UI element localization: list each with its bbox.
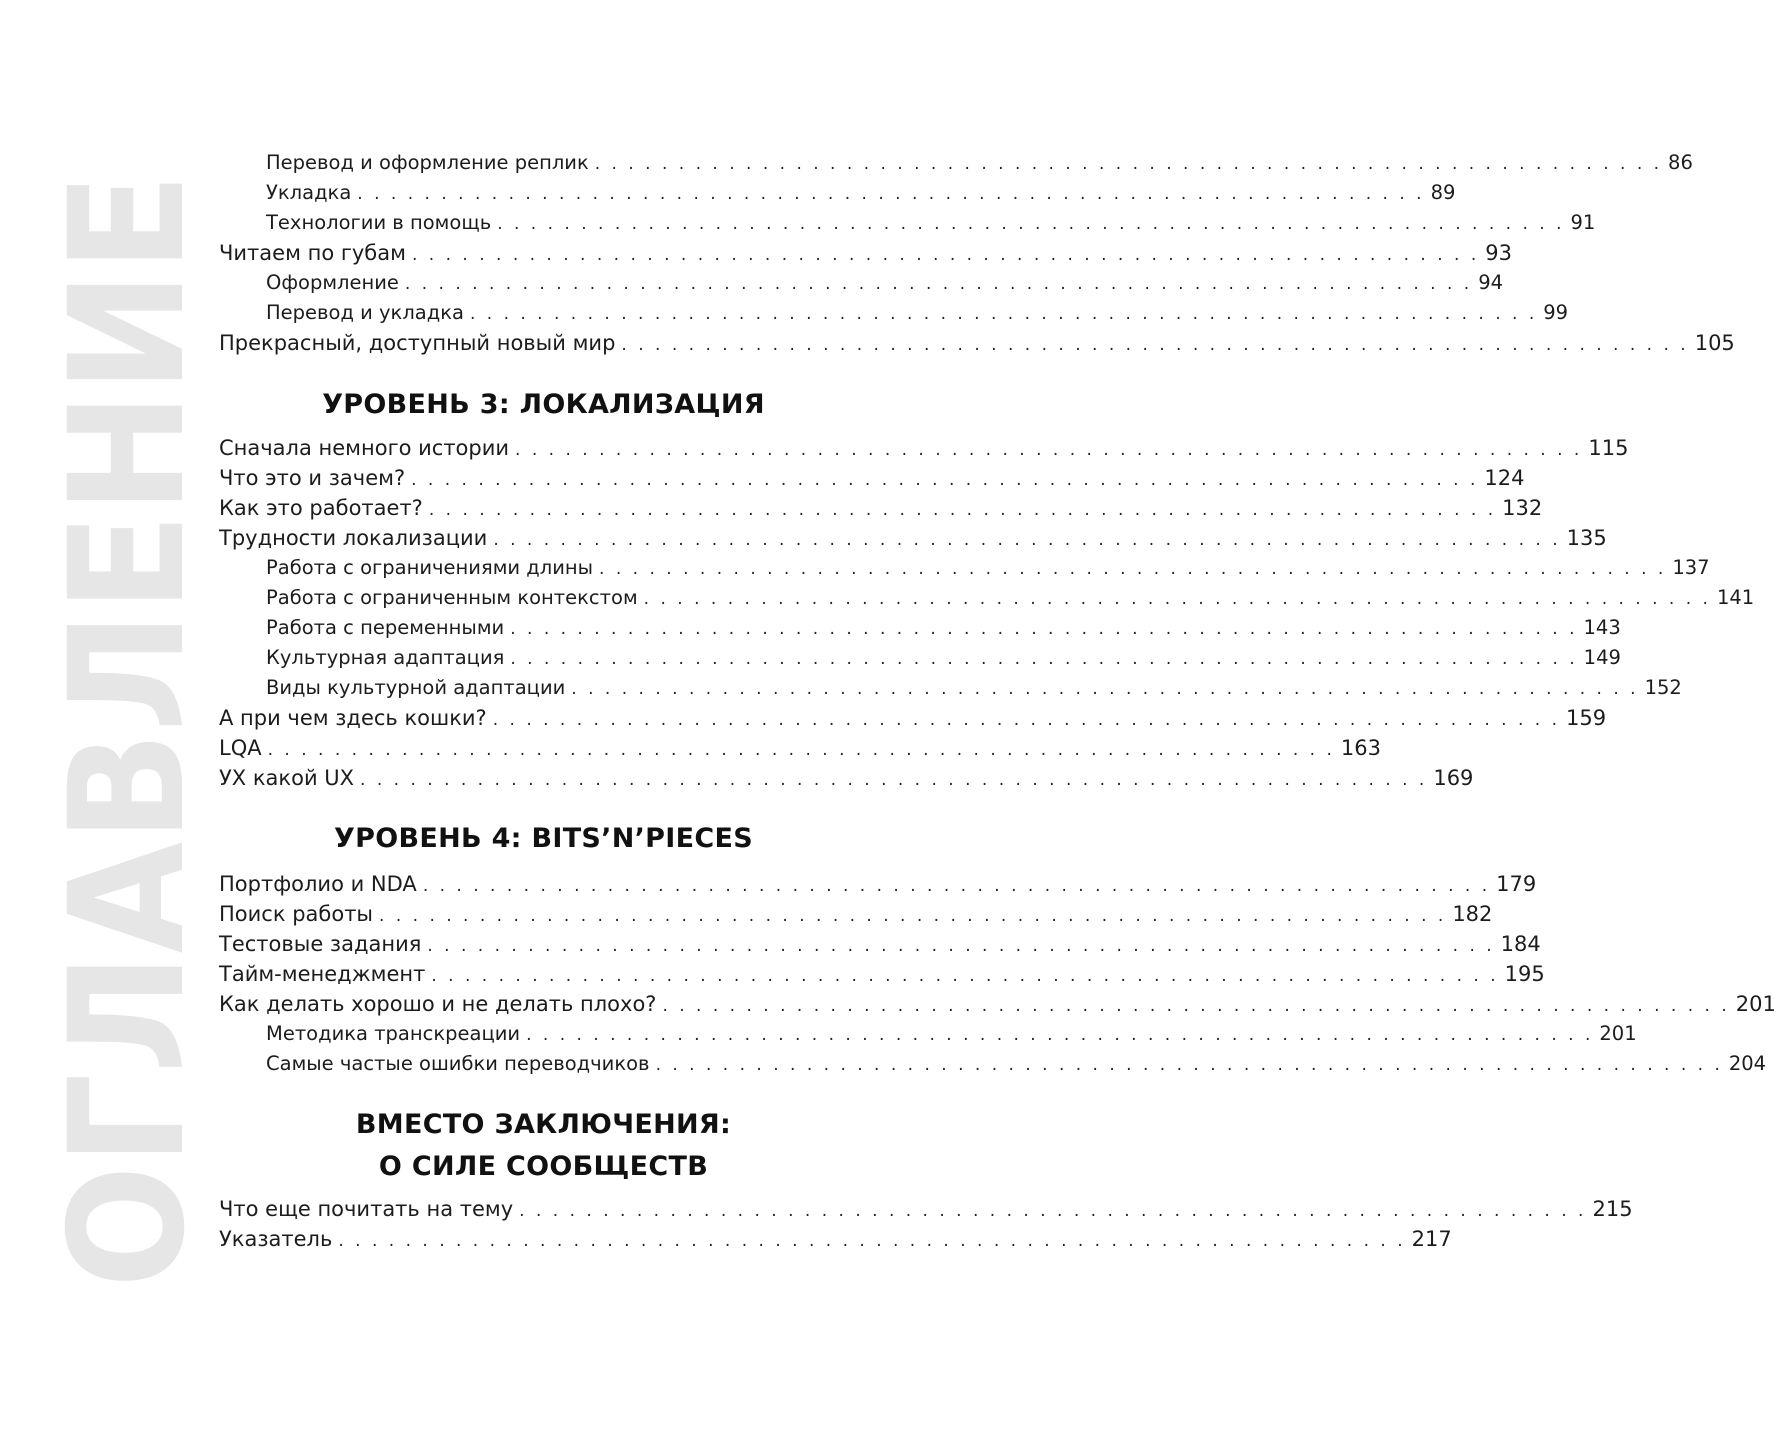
dot-leader bbox=[526, 1020, 1593, 1050]
entry-title: Виды культурной адаптации bbox=[266, 676, 566, 699]
dot-leader bbox=[662, 991, 1729, 1021]
dot-leader bbox=[493, 525, 1560, 555]
toc-entry[interactable] bbox=[219, 899, 1493, 929]
entry-title: Работа с ограничениями длины bbox=[266, 556, 594, 579]
toc-block-2 bbox=[219, 433, 1755, 793]
toc-entry[interactable] bbox=[219, 583, 1755, 613]
entry-page: 179 bbox=[1496, 872, 1537, 896]
entry-page: 201 bbox=[1735, 992, 1776, 1016]
entry-page: 152 bbox=[1644, 676, 1682, 699]
entry-page: 169 bbox=[1433, 766, 1474, 790]
dot-leader bbox=[599, 554, 1666, 584]
toc-entry[interactable] bbox=[219, 238, 1512, 268]
dot-leader bbox=[379, 901, 1446, 931]
dot-leader bbox=[427, 931, 1494, 961]
entry-page: 105 bbox=[1694, 331, 1735, 355]
entry-title: Тайм-менеджмент bbox=[219, 962, 426, 986]
entry-title: Указатель bbox=[219, 1227, 333, 1251]
entry-title: Самые частые ошибки переводчиков bbox=[266, 1052, 650, 1075]
entry-page: 149 bbox=[1583, 646, 1621, 669]
section-heading-level-4: УРОВЕНЬ 4: BITS’N’PIECES bbox=[334, 823, 753, 854]
entry-title: Что еще почитать на тему bbox=[219, 1197, 514, 1221]
entry-page: 143 bbox=[1583, 616, 1621, 639]
entry-page: 86 bbox=[1668, 151, 1693, 174]
entry-page: 215 bbox=[1592, 1197, 1633, 1221]
dot-leader bbox=[470, 299, 1537, 329]
entry-title: Оформление bbox=[266, 271, 399, 294]
dot-leader bbox=[595, 149, 1662, 179]
toc-entry[interactable] bbox=[219, 178, 1456, 208]
entry-page: 195 bbox=[1504, 962, 1545, 986]
toc-entry[interactable] bbox=[219, 148, 1693, 178]
entry-page: 141 bbox=[1716, 586, 1755, 609]
entry-title: А при чем здесь кошки? bbox=[219, 706, 487, 730]
dot-leader bbox=[510, 644, 1577, 674]
entry-page: 135 bbox=[1566, 526, 1607, 550]
heading-line-2: О СИЛЕ СООБЩЕСТВ bbox=[378, 1151, 709, 1182]
toc-entry[interactable] bbox=[219, 763, 1474, 793]
entry-title: Сначала немного истории bbox=[219, 436, 510, 460]
dot-leader bbox=[656, 1050, 1723, 1080]
side-title bbox=[36, 67, 220, 1288]
dot-leader bbox=[357, 179, 1424, 209]
dot-leader bbox=[405, 269, 1472, 299]
toc-entry[interactable] bbox=[219, 929, 1541, 959]
toc-entry[interactable] bbox=[219, 1224, 1452, 1254]
toc-entry[interactable] bbox=[219, 989, 1776, 1019]
toc-entry[interactable] bbox=[219, 643, 1621, 673]
dot-leader bbox=[429, 495, 1496, 525]
toc-entry[interactable] bbox=[219, 1194, 1633, 1224]
entry-title: Как это работает? bbox=[219, 496, 423, 520]
entry-title: Культурная адаптация bbox=[266, 646, 505, 669]
entry-page: 124 bbox=[1484, 466, 1525, 490]
entry-title: Читаем по губам bbox=[219, 241, 406, 265]
toc-block-1 bbox=[219, 148, 1735, 358]
entry-page: 201 bbox=[1599, 1022, 1637, 1045]
toc-entry[interactable] bbox=[219, 493, 1543, 523]
dot-leader bbox=[515, 435, 1582, 465]
dot-leader bbox=[411, 465, 1478, 495]
toc-entry[interactable] bbox=[219, 869, 1537, 899]
dot-leader bbox=[571, 674, 1638, 704]
entry-page: 182 bbox=[1452, 902, 1493, 926]
dot-leader bbox=[268, 735, 1335, 765]
entry-title: Как делать хорошо и не делать плохо? bbox=[219, 992, 657, 1016]
toc-entry[interactable] bbox=[219, 298, 1569, 328]
dot-leader bbox=[338, 1226, 1405, 1256]
toc-entry[interactable] bbox=[219, 1049, 1767, 1079]
entry-page: 163 bbox=[1340, 736, 1381, 760]
entry-page: 184 bbox=[1500, 932, 1541, 956]
dot-leader bbox=[412, 240, 1479, 270]
entry-title: Трудности локализации bbox=[219, 526, 488, 550]
dot-leader bbox=[431, 961, 1498, 991]
entry-page: 91 bbox=[1570, 211, 1596, 234]
toc-entry[interactable] bbox=[219, 673, 1682, 703]
entry-page: 93 bbox=[1485, 241, 1512, 265]
entry-title: Работа с переменными bbox=[266, 616, 505, 639]
section-heading-conclusion bbox=[219, 1104, 868, 1188]
entry-title: Технологии в помощь bbox=[266, 211, 492, 234]
toc-entry[interactable] bbox=[219, 733, 1381, 763]
entry-title: LQA bbox=[219, 736, 262, 760]
dot-leader bbox=[493, 705, 1560, 735]
toc-entry[interactable] bbox=[219, 328, 1735, 358]
toc-entry[interactable] bbox=[219, 1019, 1637, 1049]
section-heading-level-3: УРОВЕНЬ 3: ЛОКАЛИЗАЦИЯ bbox=[322, 389, 765, 420]
dot-leader bbox=[423, 871, 1490, 901]
toc-entry[interactable] bbox=[219, 523, 1607, 553]
dot-leader bbox=[519, 1196, 1586, 1226]
entry-title: Методика транскреации bbox=[266, 1022, 521, 1045]
entry-page: 94 bbox=[1478, 271, 1504, 294]
entry-title: Перевод и укладка bbox=[266, 301, 464, 324]
entry-title: Тестовые задания bbox=[219, 932, 422, 956]
side-title-text: ОГЛАВЛЕНИЕ bbox=[36, 67, 220, 1288]
entry-title: Перевод и оформление реплик bbox=[266, 151, 589, 174]
entry-page: 204 bbox=[1728, 1052, 1767, 1075]
toc-entry[interactable] bbox=[219, 553, 1710, 583]
entry-title: Укладка bbox=[266, 181, 352, 204]
toc-entry[interactable] bbox=[219, 703, 1607, 733]
entry-page: 217 bbox=[1411, 1227, 1452, 1251]
entry-page: 99 bbox=[1543, 301, 1569, 324]
toc-entry[interactable] bbox=[219, 463, 1525, 493]
entry-title: Поиск работы bbox=[219, 902, 374, 926]
entry-title: Что это и зачем? bbox=[219, 466, 406, 490]
entry-title: Прекрасный, доступный новый мир bbox=[219, 331, 616, 355]
toc-block-3 bbox=[219, 869, 1776, 1079]
entry-title: Портфолио и NDA bbox=[219, 872, 417, 896]
dot-leader bbox=[360, 765, 1427, 795]
entry-page: 89 bbox=[1430, 181, 1456, 204]
dot-leader bbox=[644, 584, 1711, 614]
dot-leader bbox=[621, 330, 1688, 360]
toc-entry[interactable] bbox=[219, 959, 1545, 989]
dot-leader bbox=[497, 209, 1564, 239]
entry-page: 159 bbox=[1566, 706, 1607, 730]
entry-title: Работа с ограниченным контекстом bbox=[266, 586, 638, 609]
heading-line-1: ВМЕСТО ЗАКЛЮЧЕНИЯ: bbox=[355, 1109, 732, 1140]
toc-block-4 bbox=[219, 1194, 1633, 1254]
entry-page: 132 bbox=[1502, 496, 1543, 520]
entry-page: 137 bbox=[1672, 556, 1710, 579]
toc-entry[interactable] bbox=[219, 613, 1621, 643]
dot-leader bbox=[510, 614, 1577, 644]
entry-page: 115 bbox=[1588, 436, 1629, 460]
toc-entry[interactable] bbox=[219, 433, 1629, 463]
entry-title: УХ какой UX bbox=[219, 766, 355, 790]
toc-entry[interactable] bbox=[219, 208, 1596, 238]
toc-entry[interactable] bbox=[219, 268, 1504, 298]
